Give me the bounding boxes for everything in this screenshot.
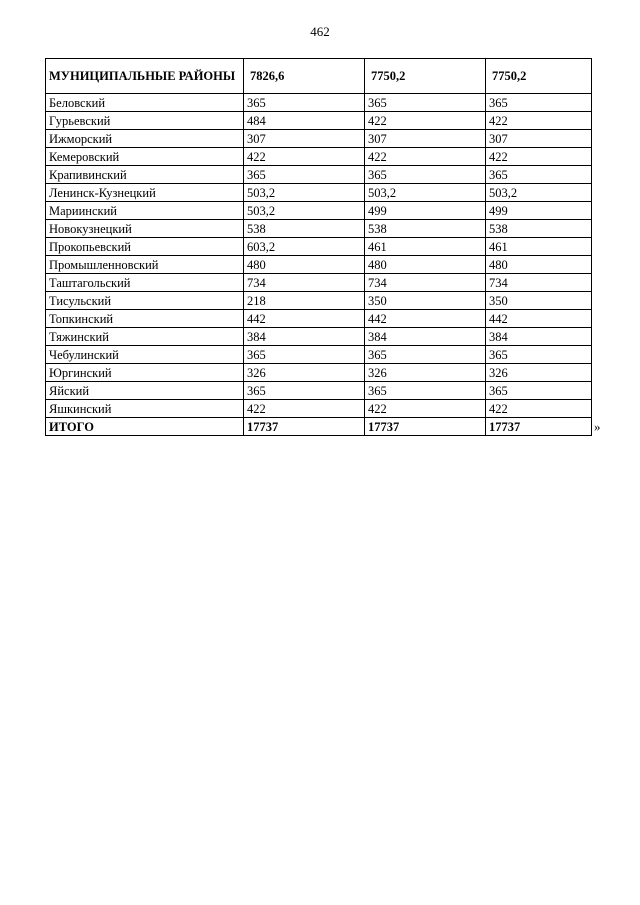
value-cell: 422 [244, 400, 365, 418]
value-cell: 461 [486, 238, 592, 256]
value-cell: 326 [365, 364, 486, 382]
value-cell: 365 [365, 346, 486, 364]
value-cell: 461 [365, 238, 486, 256]
value-cell: 365 [244, 382, 365, 400]
value-cell: 17737 [244, 418, 365, 436]
value-cell: 422 [486, 148, 592, 166]
value-cell: 365 [486, 166, 592, 184]
value-cell: 384 [486, 328, 592, 346]
table-row [46, 238, 592, 256]
district-name-cell: Яшкинский [46, 400, 244, 418]
page-number: 462 [310, 24, 330, 39]
value-cell: 422 [365, 400, 486, 418]
header-name-cell: МУНИЦИПАЛЬНЫЕ РАЙОНЫ [46, 59, 244, 94]
value-cell: 538 [486, 220, 592, 238]
district-name-cell: Прокопьевский [46, 238, 244, 256]
value-cell: 17737 [486, 418, 592, 436]
closing-quote-mark: » [594, 419, 601, 434]
header-value-cell: 7750,2 [486, 59, 592, 94]
district-name-cell: Тяжинский [46, 328, 244, 346]
value-cell: 365 [365, 166, 486, 184]
table-row [46, 256, 592, 274]
value-cell: 603,2 [244, 238, 365, 256]
value-cell: 734 [244, 274, 365, 292]
value-cell: 326 [486, 364, 592, 382]
district-name-cell: Юргинский [46, 364, 244, 382]
district-name-cell: Топкинский [46, 310, 244, 328]
header-value-cell: 7750,2 [365, 59, 486, 94]
value-cell: 442 [365, 310, 486, 328]
value-cell: 365 [365, 382, 486, 400]
district-name-cell: Промышленновский [46, 256, 244, 274]
value-cell: 503,2 [244, 184, 365, 202]
table-row [46, 202, 592, 220]
header-value-cell: 7826,6 [244, 59, 365, 94]
value-cell: 538 [365, 220, 486, 238]
district-name-cell: Гурьевский [46, 112, 244, 130]
value-cell: 422 [365, 148, 486, 166]
table-row [46, 220, 592, 238]
value-cell: 538 [244, 220, 365, 238]
district-name-cell: Таштагольский [46, 274, 244, 292]
value-cell: 480 [486, 256, 592, 274]
value-cell: 503,2 [486, 184, 592, 202]
value-cell: 384 [365, 328, 486, 346]
district-name-cell: Яйский [46, 382, 244, 400]
value-cell: 365 [244, 166, 365, 184]
value-cell: 442 [486, 310, 592, 328]
table-row [46, 274, 592, 292]
table-row [46, 346, 592, 364]
district-name-cell: Новокузнецкий [46, 220, 244, 238]
table-row [46, 310, 592, 328]
district-name-cell: Ижморский [46, 130, 244, 148]
value-cell: 422 [486, 112, 592, 130]
value-cell: 365 [365, 94, 486, 112]
table-row [46, 382, 592, 400]
value-cell: 484 [244, 112, 365, 130]
value-cell: 365 [486, 94, 592, 112]
value-cell: 17737 [365, 418, 486, 436]
value-cell: 422 [244, 148, 365, 166]
value-cell: 326 [244, 364, 365, 382]
total-row [46, 418, 592, 436]
value-cell: 422 [365, 112, 486, 130]
table-row [46, 328, 592, 346]
value-cell: 350 [486, 292, 592, 310]
table-row [46, 112, 592, 130]
value-cell: 384 [244, 328, 365, 346]
value-cell: 734 [486, 274, 592, 292]
district-name-cell: Мариинский [46, 202, 244, 220]
value-cell: 218 [244, 292, 365, 310]
value-cell: 350 [365, 292, 486, 310]
value-cell: 499 [365, 202, 486, 220]
table-row [46, 94, 592, 112]
district-name-cell: Кемеровский [46, 148, 244, 166]
municipal-districts-table [45, 58, 592, 436]
table-row [46, 292, 592, 310]
value-cell: 503,2 [244, 202, 365, 220]
value-cell: 307 [486, 130, 592, 148]
table-row [46, 130, 592, 148]
value-cell: 480 [244, 256, 365, 274]
table-row [46, 400, 592, 418]
table-header-row [46, 59, 592, 94]
value-cell: 442 [244, 310, 365, 328]
table-row [46, 166, 592, 184]
district-name-cell: Тисульский [46, 292, 244, 310]
value-cell: 365 [486, 346, 592, 364]
value-cell: 734 [365, 274, 486, 292]
value-cell: 307 [365, 130, 486, 148]
value-cell: 503,2 [365, 184, 486, 202]
value-cell: 422 [486, 400, 592, 418]
district-name-cell: Чебулинский [46, 346, 244, 364]
value-cell: 307 [244, 130, 365, 148]
value-cell: 480 [365, 256, 486, 274]
district-name-cell: ИТОГО [46, 418, 244, 436]
value-cell: 499 [486, 202, 592, 220]
table-row [46, 148, 592, 166]
table-row [46, 184, 592, 202]
value-cell: 365 [486, 382, 592, 400]
value-cell: 365 [244, 346, 365, 364]
district-name-cell: Ленинск-Кузнецкий [46, 184, 244, 202]
value-cell: 365 [244, 94, 365, 112]
district-name-cell: Беловский [46, 94, 244, 112]
district-name-cell: Крапивинский [46, 166, 244, 184]
table-row [46, 364, 592, 382]
